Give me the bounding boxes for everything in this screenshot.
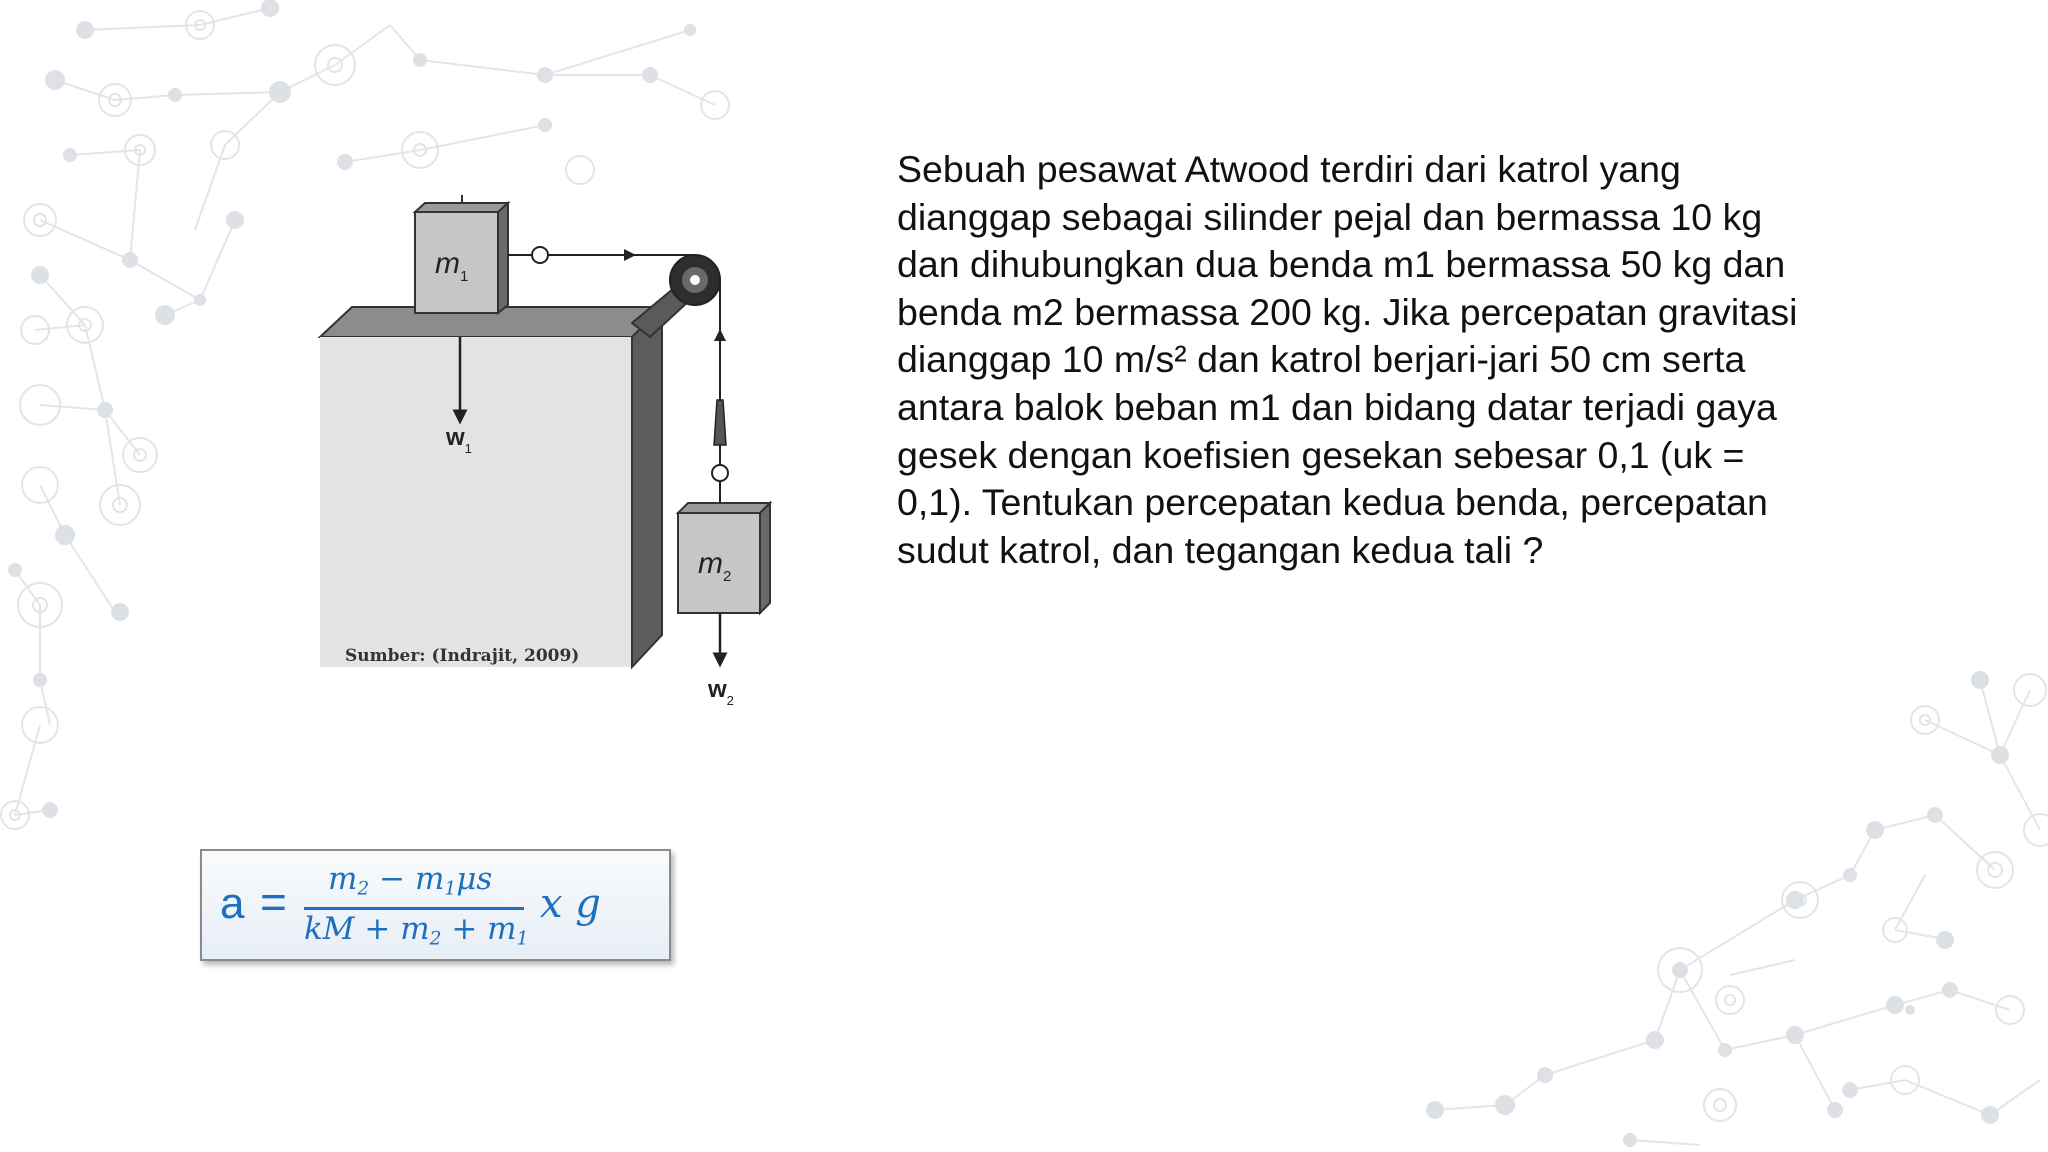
table <box>320 307 662 667</box>
problem-line: dianggap 10 m/s² dan katrol berjari-jari 50 cm serta <box>897 338 1746 381</box>
atwood-machine-diagram <box>310 195 780 715</box>
formula-lhs: a <box>220 879 245 928</box>
problem-line: Sebuah pesawat Atwood terdiri dari katrol yang <box>897 148 1681 190</box>
source-caption: Sumber: (Indrajit, 2009) <box>345 646 580 666</box>
fraction-bar <box>304 907 524 910</box>
label-m2: $m_2$ <box>698 547 732 585</box>
block-m2 <box>678 503 770 613</box>
formula-numerator: $m_2 - m_1\mu s$ <box>328 861 493 900</box>
acceleration-formula-box <box>200 849 671 961</box>
problem-line: 0,1). Tentukan percepatan kedua benda, percepatan <box>897 481 1768 524</box>
formula-times-g: x g <box>540 881 601 927</box>
problem-line: antara balok beban m1 dan bidang datar terjadi gaya <box>897 385 1777 428</box>
problem-line: dan dihubungkan dua benda m1 bermassa 50 kg dan <box>897 243 1786 286</box>
formula-denominator: kM + $m_2 + m_1$ <box>304 911 529 950</box>
label-w1: $w_1$ <box>446 424 472 456</box>
problem-line: dianggap sebagai silinder pejal dan bermassa 10 kg <box>897 195 1763 238</box>
label-m1: $m_1$ <box>435 247 469 285</box>
problem-line: benda m2 bermassa 200 kg. Jika percepatan gravitasi <box>897 290 1798 333</box>
block-m1 <box>415 195 508 313</box>
pulley <box>670 255 720 305</box>
formula-equals: = <box>260 876 287 928</box>
problem-line: sudut katrol, dan tegangan kedua tali ? <box>897 528 1544 571</box>
problem-line: gesek dengan koefisien gesekan sebesar 0,1 (uk = <box>897 433 1745 476</box>
problem-statement <box>897 146 1897 574</box>
label-w2: $w_2$ <box>708 676 734 708</box>
